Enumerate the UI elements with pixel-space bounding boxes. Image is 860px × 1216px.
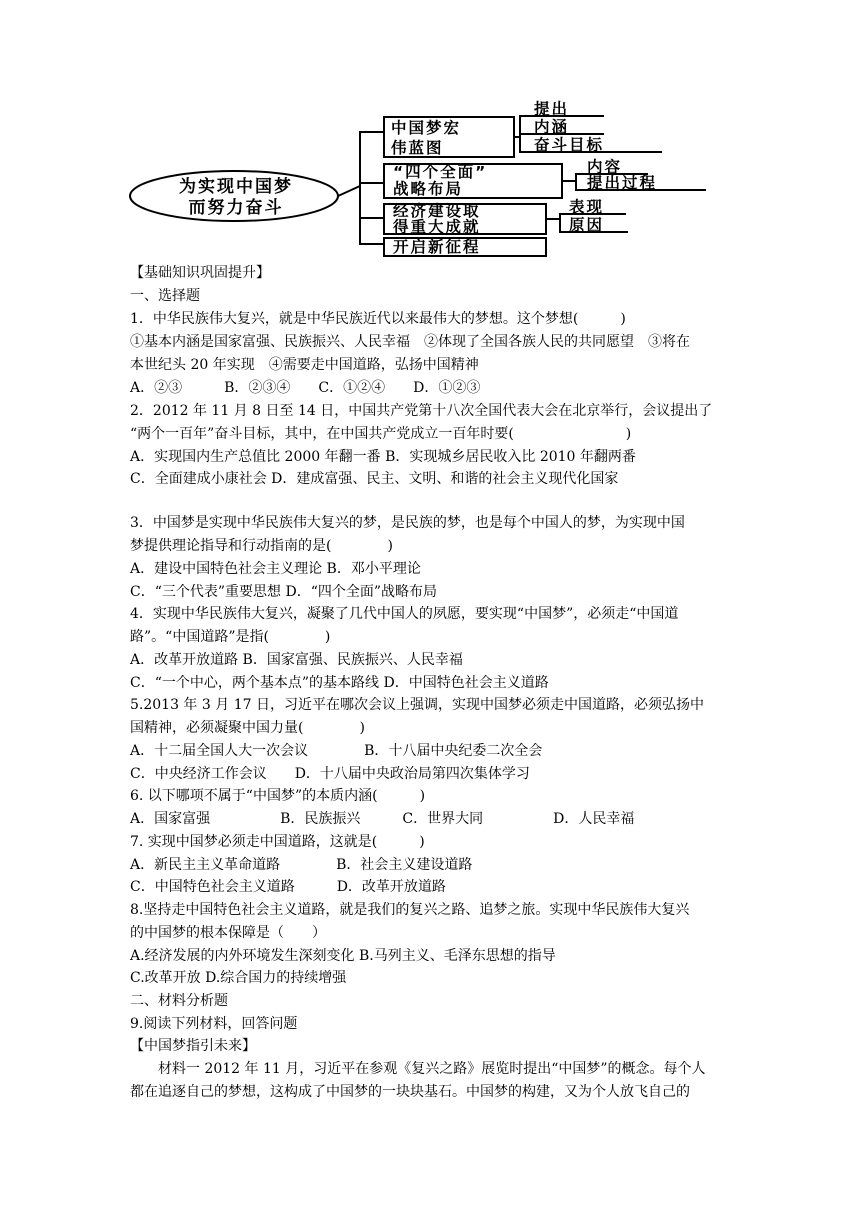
leaf-content: 内容 — [587, 158, 623, 176]
q8-stem: 8.坚持走中国特色社会主义道路，就是我们的复兴之路、追梦之旅。实现中华民族伟大复兴 — [130, 902, 690, 918]
q8-stem-cont: 的中国梦的根本保障是（ ） — [130, 925, 326, 941]
q9-instruction: 9.阅读下列材料，回答问题 — [130, 1016, 298, 1032]
leaf-manifestation: 表现 — [569, 198, 605, 216]
q8-options-ab: A.经济发展的内外环境发生深刻变化 B.马列主义、毛泽东思想的指导 — [130, 948, 556, 964]
q7-stem: 7. 实现中国梦必须走中国道路，这就是( ) — [130, 834, 425, 850]
mind-map — [0, 0, 860, 262]
node-china-dream-blueprint: 中国梦宏 伟蓝图 — [391, 119, 462, 157]
q9-material-1: 材料一 2012 年 11 月，习近平在参观《复兴之路》展览时提出“中国梦”的概念。每个人 — [130, 1061, 706, 1077]
q2-stem: 2．2012 年 11 月 8 日至 14 日，中国共产党第十八次全国代表大会在北京举行，会议提出了 — [130, 403, 713, 419]
leaf-connotation: 内涵 — [534, 118, 570, 136]
q8-options-cd: C.改革开放 D.综合国力的持续增强 — [130, 970, 347, 986]
q9-material-1-cont: 都在追逐自己的梦想，这构成了中国梦的一块块基石。中国梦的构建，又为个人放飞自己的 — [130, 1084, 690, 1100]
part-title-choice: 一、选择题 — [130, 288, 200, 304]
q5-options-ab: A．十二届全国人大一次会议 B．十八届中央纪委二次全会 — [130, 743, 543, 759]
q4-stem: 4．实现中华民族伟大复兴，凝聚了几代中国人的夙愿，要实现“中国梦”，必须走“中国道 — [130, 606, 679, 622]
q4-options-cd: C．“一个中心，两个基本点”的基本路线 D．中国特色社会主义道路 — [130, 675, 549, 691]
mind-map-root — [131, 177, 341, 235]
q7-options-ab: A．新民主主义革命道路 B．社会主义建设道路 — [130, 857, 473, 873]
q4-stem-cont: 路”。“中国道路”是指( ) — [130, 629, 331, 645]
leaf-goal: 奋斗目标 — [534, 136, 605, 154]
root-line-1: 为实现中国梦 — [179, 177, 293, 197]
leaf-process: 提出过程 — [587, 174, 658, 192]
part-title-material: 二、材料分析题 — [130, 993, 228, 1009]
q1-statements-cont: 本世纪头 20 年实现 ④需要走中国道路，弘扬中国精神 — [130, 357, 479, 373]
root-line-2: 而努力奋斗 — [188, 198, 284, 218]
q9-section-title: 【中国梦指引未来】 — [130, 1038, 256, 1054]
leaf-propose: 提出 — [534, 100, 570, 118]
q7-options-cd: C．中国特色社会主义道路 D．改革开放道路 — [130, 879, 446, 895]
q3-options-cd: C．“三个代表”重要思想 D．“四个全面”战略布局 — [130, 584, 438, 600]
q4-options-ab: A．改革开放道路 B．国家富强、民族振兴、人民幸福 — [130, 652, 463, 668]
q5-stem-cont: 国精神，必须凝聚中国力量( ) — [130, 720, 365, 736]
q1-statements: ①基本内涵是国家富强、民族振兴、人民幸福 ②体现了全国各族人民的共同愿望 ③将在 — [130, 334, 690, 350]
q2-options-ab: A．实现国内生产总值比 2000 年翻一番 B．实现城乡居民收入比 2010 年翻两番 — [130, 449, 636, 465]
node-four-comprehensives: “四个全面” 战略布局 — [393, 163, 488, 198]
q2-options-cd: C．全面建成小康社会 D．建成富强、民主、文明、和谐的社会主义现代化国家 — [130, 471, 619, 487]
leaf-reason: 原因 — [569, 216, 605, 234]
q5-options-cd: C．中央经济工作会议 D．十八届中央政治局第四次集体学习 — [130, 766, 530, 782]
q1-options: A．②③ B．②③④ C．①②④ D．①②③ — [130, 380, 481, 396]
q3-options-ab: A．建设中国特色社会主义理论 B．邓小平理论 — [130, 561, 421, 577]
q1-stem: 1．中华民族伟大复兴，就是中华民族近代以来最伟大的梦想。这个梦想( ) — [130, 311, 626, 327]
section-heading: 【基础知识巩固提升】 — [130, 265, 270, 281]
q3-stem: 3．中国梦是实现中华民族伟大复兴的梦，是民族的梦，也是每个中国人的梦，为实现中国 — [130, 515, 685, 531]
q6-options: A．国家富强 B．民族振兴 C．世界大同 D．人民幸福 — [130, 811, 635, 827]
node-economic-achievements: 经济建设取 得重大成就 — [393, 202, 481, 236]
q3-stem-cont: 梦提供理论指导和行动指南的是( ) — [130, 538, 393, 554]
q6-stem: 6. 以下哪项不属于“中国梦”的本质内涵( ) — [130, 788, 426, 804]
q2-stem-cont: “两个一百年”奋斗目标，其中，在中国共产党成立一百年时要( ) — [130, 426, 632, 442]
node-new-journey: 开启新征程 — [393, 238, 481, 256]
q5-stem: 5.2013 年 3 月 17 日，习近平在哪次会议上强调，实现中国梦必须走中国道路，必须弘扬中 — [130, 697, 704, 713]
